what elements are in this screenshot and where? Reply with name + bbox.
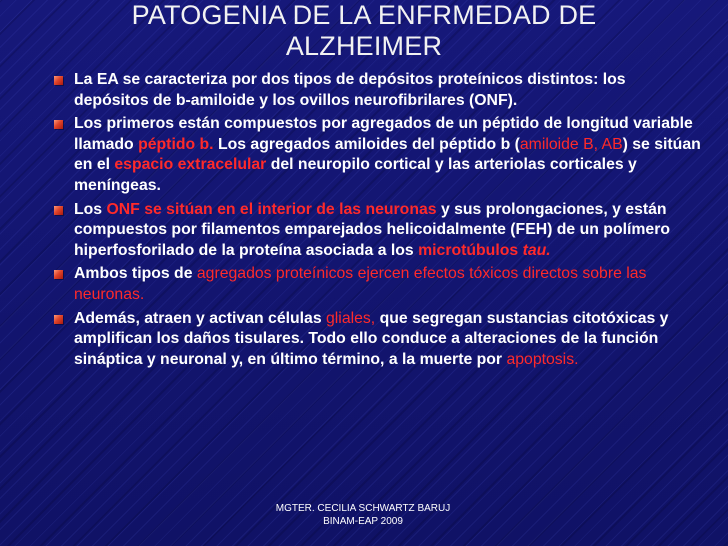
footer-author: MGTER. CECILIA SCHWARTZ BARUJ: [275, 503, 451, 514]
slide-footer: [218, 502, 508, 528]
bullet-item-3: [52, 200, 702, 262]
bullet-2-text-c: ) se sitúan en el: [74, 135, 701, 174]
bullet-item-5: [52, 309, 702, 371]
bullet-4-text: Ambos tipos de: [74, 265, 197, 283]
bullet-item-4: [52, 264, 702, 305]
bullet-2-text-b: Los agregados amiloides del péptido b (: [213, 135, 520, 153]
square-bullet-icon: [54, 76, 63, 85]
bullet-2-text-a: Los primeros están compuestos por agregados de un péptido de longitud variable llamado: [74, 115, 693, 153]
bullet-5-text-b: que segregan sustancias citotóxicas y amplifican los daños tisulares. Todo ello conduce a alteraciones de la función sináptica y neuronal y, en último término, a la muerte por: [74, 309, 669, 368]
bullet-5-text-a: Además, atraen y activan células: [74, 309, 327, 327]
title-line-1: PATOGENIA DE LA ENFRMEDAD DE: [131, 0, 597, 30]
slide-title: [60, 0, 668, 62]
square-bullet-icon: [54, 120, 63, 129]
footer-institution: BINAM-EAP 2009: [323, 516, 403, 527]
square-bullet-icon: [54, 270, 63, 279]
title-line-2: ALZHEIMER: [285, 31, 443, 61]
bullet-list: [52, 70, 702, 373]
highlight-amiloide: amiloide B, AB: [519, 135, 623, 153]
bullet-3-text-b: y sus prolongaciones, y están compuestos por filamentos emparejados helicoidalmente (FEH) de un polímero hiperfosforilado de la proteína asociada a los: [74, 200, 671, 259]
highlight-microtubulos: microtúbulos: [418, 241, 523, 259]
bullet-3-text-a: Los: [74, 200, 107, 218]
square-bullet-icon: [54, 206, 63, 215]
highlight-agregados: agregados proteínicos ejercen efectos tóxicos directos sobre las neuronas.: [74, 265, 647, 303]
square-bullet-icon: [54, 315, 63, 324]
highlight-onf: ONF se sitúan en el interior de las neuronas: [106, 200, 437, 218]
highlight-espacio-extracelular: espacio extracelular: [114, 156, 267, 174]
highlight-peptido-b: péptido b.: [138, 135, 214, 153]
highlight-apoptosis: apoptosis.: [506, 350, 579, 368]
highlight-gliales: gliales,: [326, 309, 376, 327]
bullet-2-text-d: del neuropilo cortical y las arteriolas corticales y meníngeas.: [74, 156, 637, 194]
bullet-item-1: [52, 70, 702, 111]
bullet-item-2: [52, 114, 702, 196]
bullet-1-text: La EA se caracteriza por dos tipos de depósitos proteínicos distintos: los depósitos de b-amiloide y los ovillos neurofibrilares (ONF).: [74, 71, 626, 109]
highlight-tau: tau.: [522, 241, 551, 259]
